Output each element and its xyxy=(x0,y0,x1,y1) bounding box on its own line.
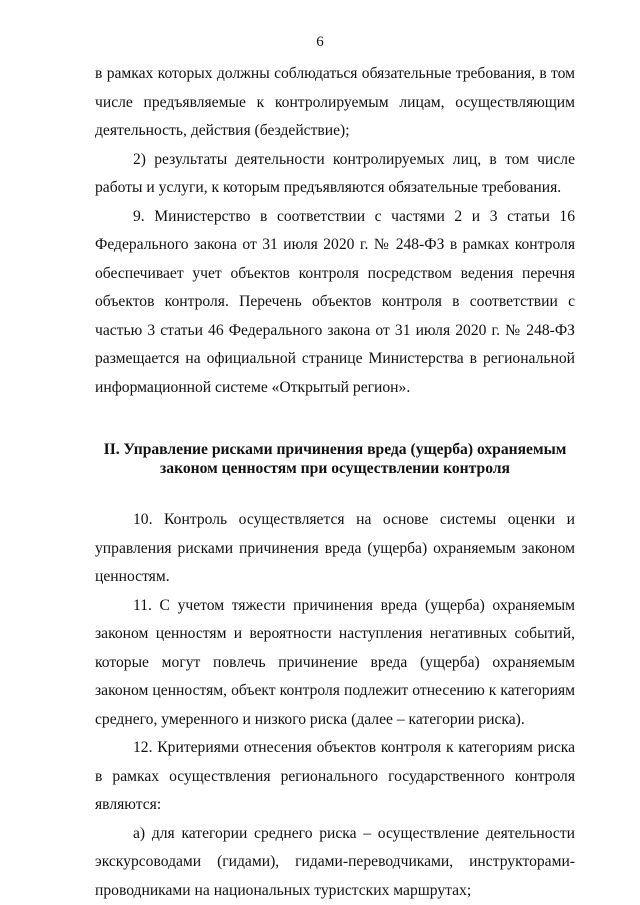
paragraph-item-2: 2) результаты деятельности контролируемых лиц, в том числе работы и услуги, к которым предъявляются обязательные требования. xyxy=(95,150,575,196)
document-body xyxy=(95,60,575,905)
section-heading xyxy=(95,440,575,478)
paragraph-continuation: в рамках которых должны соблюдаться обязательные требования, в том числе предъявляемые к контролируемым лицам, осуществляющим деятельность, действия (бездействие); xyxy=(95,65,575,139)
paragraph-12: 12. Критериями отнесения объектов контроля к категориям риска в рамках осуществления регионального государственного контроля являются: xyxy=(95,739,575,813)
section-heading-line-2: законом ценностям при осуществлении контроля xyxy=(160,460,510,477)
paragraph-10: 10. Контроль осуществляется на основе системы оценки и управления рисками причинения вреда (ущерба) охраняемым законом ценностям. xyxy=(95,511,575,585)
paragraph-12-a: а) для категории среднего риска – осуществление деятельности экскурсоводами (гидами), гидами-переводчиками, инструкторами-проводниками на национальных туристских маршрутах; xyxy=(95,824,575,899)
section-heading-line-1: II. Управление рисками причинения вреда (ущерба) охраняемым xyxy=(103,441,567,458)
paragraph-9: 9. Министерство в соответствии с частями 2 и 3 статьи 16 Федерального закона от 31 июля 2020 г. № 248-ФЗ в рамках контроля обеспечивает учет объектов контроля посредством ведения перечня объектов контроля. Перечень объектов контроля в соответствии с частью 3 статьи 46 Федерального закона от 31 июля 2020 г. № 248-ФЗ размещается на официальной странице Министерства в региональной информационной системе «Открытый регион». xyxy=(95,207,575,396)
paragraph-11: 11. С учетом тяжести причинения вреда (ущерба) охраняемым законом ценностям и вероятности наступления негативных событий, которые могут повлечь причинение вреда (ущерба) охраняемым законом ценностям, объект контроля подлежит отнесению к категориям среднего, умеренного и низкого риска (далее – категории риска). xyxy=(95,596,575,728)
page-number: 6 xyxy=(316,34,324,50)
